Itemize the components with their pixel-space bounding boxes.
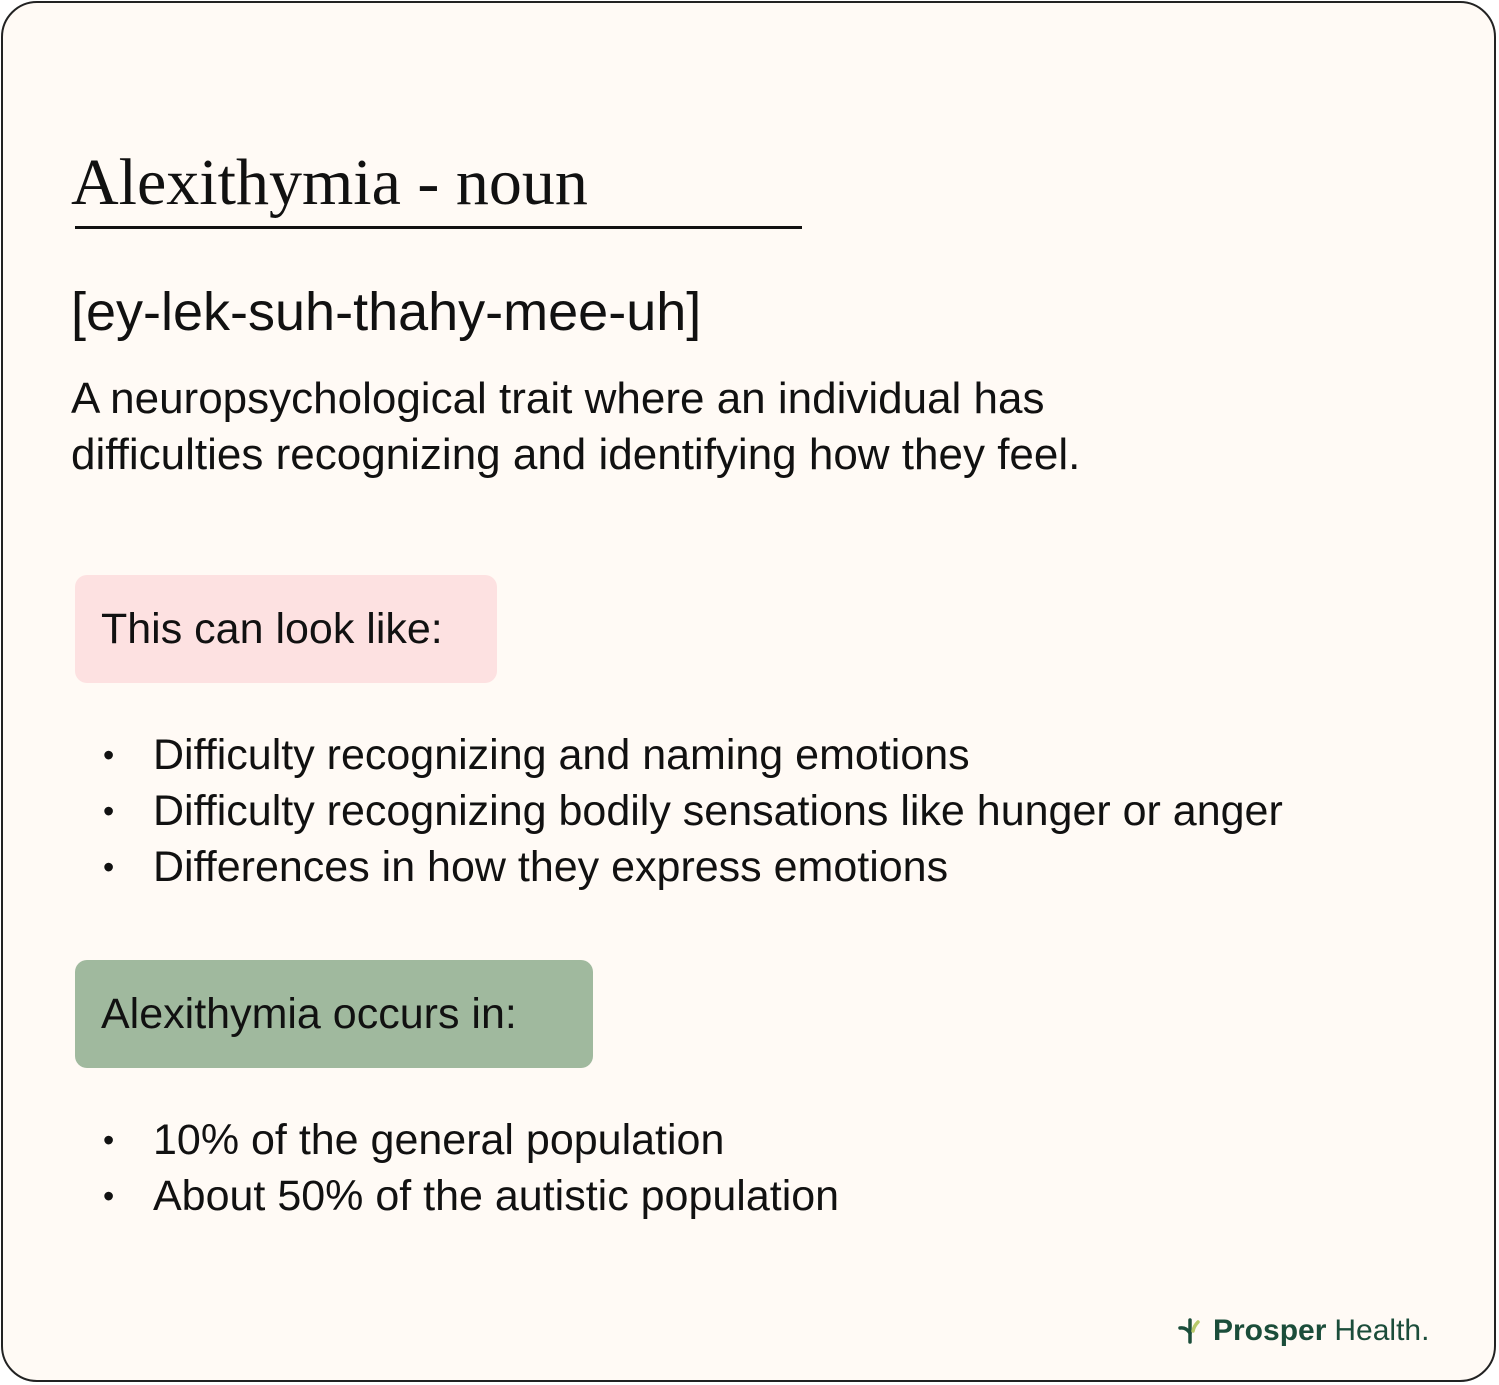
list-item: [99, 1168, 839, 1224]
list-item: [99, 839, 1283, 895]
list-item-text: Differences in how they express emotions: [153, 843, 949, 891]
list-item-text: 10% of the general population: [153, 1116, 725, 1164]
leaf-logo-icon: [1177, 1316, 1207, 1346]
list-item-text: About 50% of the autistic population: [153, 1172, 840, 1220]
term-title: Alexithymia - noun: [71, 146, 588, 219]
brand-logo: [1177, 1311, 1429, 1351]
title-underline: [75, 226, 802, 229]
bullet-icon: •: [103, 1122, 115, 1158]
brand-name-bold: Prosper: [1213, 1314, 1327, 1347]
bullet-icon: •: [103, 849, 115, 885]
bullet-icon: •: [103, 1178, 115, 1214]
list-item: [99, 1112, 839, 1168]
list-item-text: Difficulty recognizing bodily sensations like hunger or anger: [153, 787, 1283, 835]
definition-line: difficulties recognizing and identifying how they feel.: [71, 430, 1081, 479]
occurs-in-list: [99, 1112, 839, 1224]
pronunciation: [ey-lek-suh-thahy-mee-uh]: [71, 282, 702, 342]
occurs-in-label: Alexithymia occurs in:: [75, 960, 593, 1068]
look-like-label: This can look like:: [75, 575, 497, 683]
brand-name-light: Health.: [1334, 1314, 1430, 1347]
definition-card: [1, 1, 1496, 1382]
look-like-list: [99, 727, 1283, 895]
list-item: [99, 727, 1283, 783]
definition-text: [71, 371, 1411, 483]
bullet-icon: •: [103, 793, 115, 829]
list-item: [99, 783, 1283, 839]
bullet-icon: •: [103, 737, 115, 773]
definition-line: A neuropsychological trait where an individual has: [71, 374, 1045, 423]
list-item-text: Difficulty recognizing and naming emotions: [153, 731, 970, 779]
